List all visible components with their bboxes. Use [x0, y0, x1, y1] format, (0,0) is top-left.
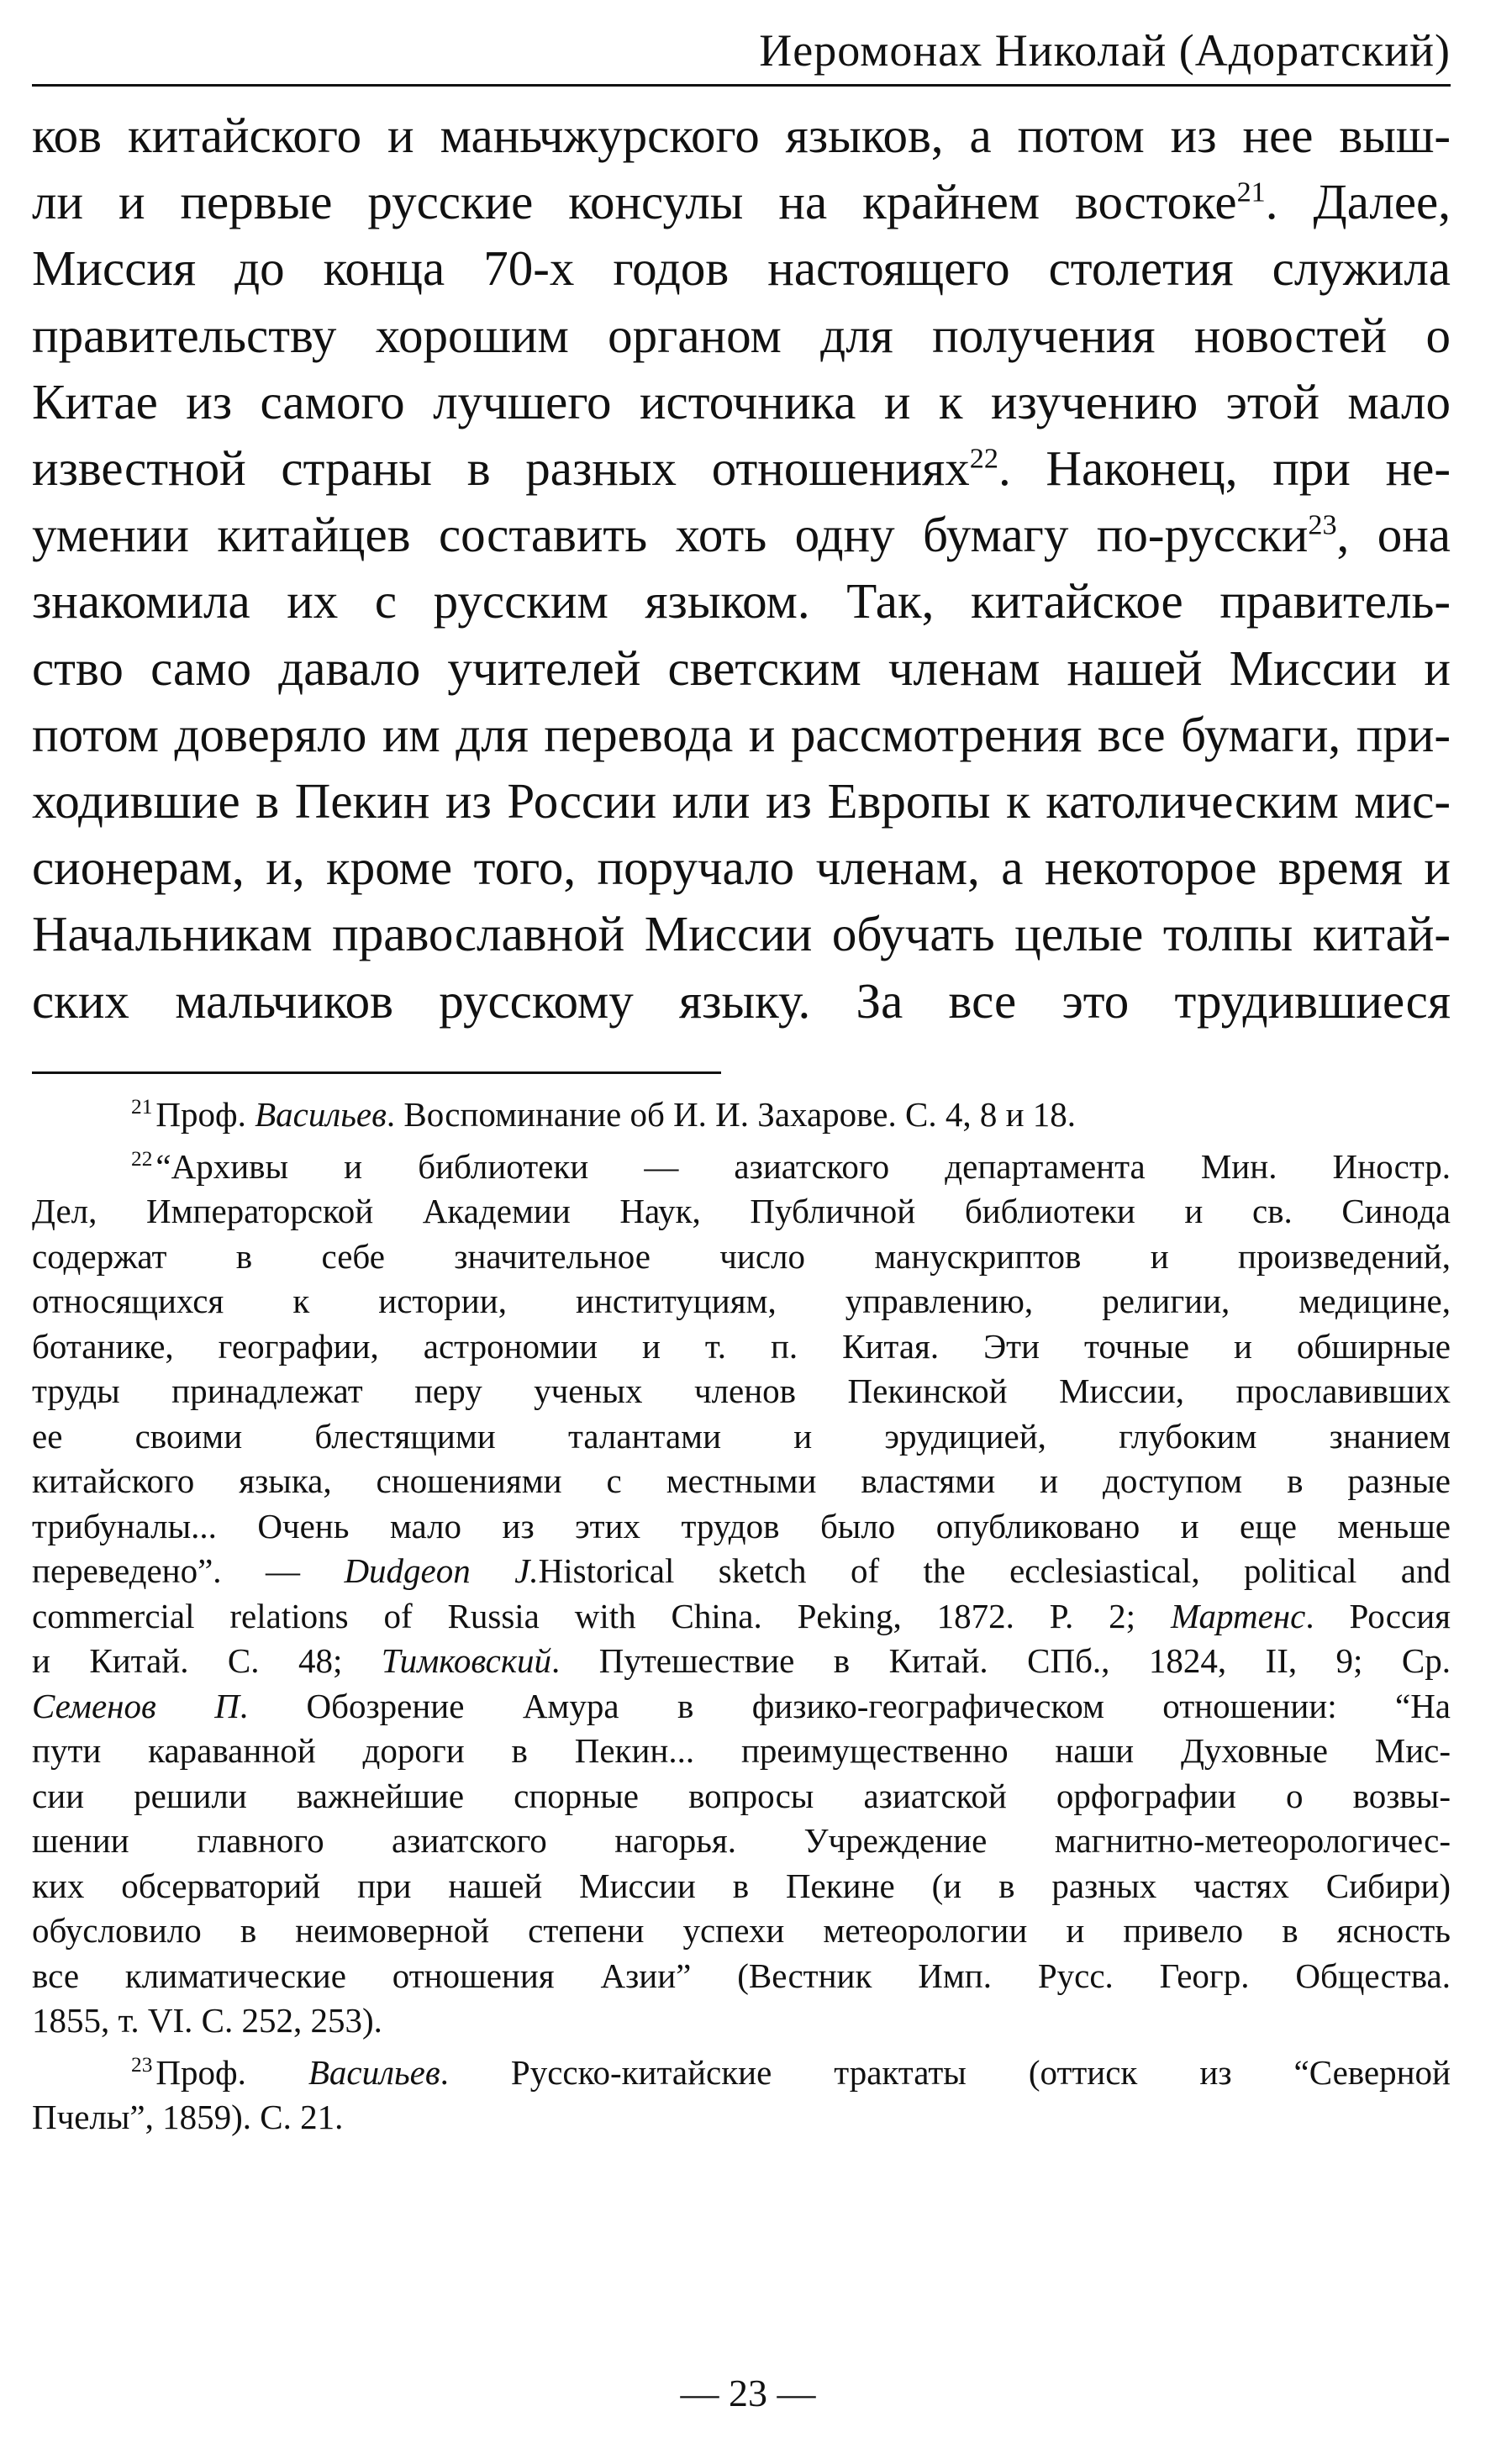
text-fragment: . Россия — [1305, 1596, 1451, 1635]
footnote-22-line: относящихся к истории, институциям, управлению, религии, медицине, — [32, 1282, 1451, 1320]
footnote-22-line: ких обсерваторий при нашей Миссии в Пекине (и в разных частях Сибири) — [32, 1866, 1451, 1905]
text-line: ков китайского и маньчжурского языков, а потом из нее выш- — [32, 108, 1451, 163]
text-fragment: Проф. — [155, 1095, 255, 1134]
footnote-ref[interactable]: 22 — [969, 443, 998, 475]
author-name: Мартенс — [1170, 1596, 1306, 1635]
text-line: Начальникам православной Миссии обучать целые толпы китай- — [32, 906, 1451, 962]
text-fragment: . Наконец, при не- — [998, 440, 1451, 497]
footnote-22-line — [32, 1549, 1451, 1594]
text-fragment: переведено”. — — [32, 1551, 345, 1590]
footnote-gap — [32, 1138, 1451, 1145]
text-fragment: “Архивы и библиотеки — азиатского департамента Мин. Иностр. — [155, 1146, 1451, 1186]
text-line — [32, 502, 1451, 568]
footnote-23-line: Пчелы”, 1859). С. 21. — [32, 2098, 344, 2136]
footnote-23-line — [32, 2051, 1451, 2096]
text-line: правительству хорошим органом для получения новостей о — [32, 307, 1451, 363]
header-rule — [32, 84, 1451, 87]
author-name: Васильев — [308, 2052, 440, 2092]
text-fragment: ли и первые русские консулы на крайнем востоке — [32, 174, 1237, 230]
footnote-number: 22 — [131, 1146, 153, 1171]
footnote-22-line: шении главного азиатского нагорья. Учреждение магнитно-метеорологичес- — [32, 1821, 1451, 1860]
text-line: ходившие в Пекин из России или из Европы к католическим мис- — [32, 773, 1451, 829]
text-fragment: . Далее, — [1265, 174, 1451, 230]
footnote-22-line — [32, 1145, 1451, 1190]
text-line: ство само давало учителей светским членам нашей Миссии и — [32, 640, 1451, 696]
text-line: сионерам, и, кроме того, поручало членам, а некоторое время и — [32, 840, 1451, 896]
footnote-22-line: ботанике, географии, астрономии и т. п. Китая. Эти точные и обширные — [32, 1326, 1451, 1366]
footnote-number: 21 — [131, 1095, 153, 1119]
text-fragment: умении китайцев составить хоть одну бумагу по-русски — [32, 507, 1309, 563]
text-fragment: Historical sketch of the ecclesiastical, political and — [538, 1551, 1451, 1590]
footnote-ref[interactable]: 23 — [1308, 509, 1337, 541]
text-fragment: известной страны в разных отношениях — [32, 440, 970, 497]
text-fragment: . Обозрение Амура в физико-географическом отношении: “На — [239, 1686, 1451, 1725]
text-fragment: и Китай. С. 48; — [32, 1641, 382, 1680]
text-fragment: Проф. — [155, 2052, 308, 2092]
footnote-22-line: трибуналы... Очень мало из этих трудов было опубликовано и еще меньше — [32, 1506, 1451, 1545]
footnote-22-line — [32, 1684, 1451, 1730]
footnote-22-line: обусловило в неимоверной степени успехи метеорологии и привело в ясность — [32, 1911, 1451, 1950]
author-name: Dudgeon J. — [344, 1551, 539, 1590]
text-line: ских мальчиков русскому языку. За все это трудившиеся — [32, 972, 1451, 1029]
author-name: Тимковский — [381, 1641, 552, 1680]
text-line: Китае из самого лучшего источника и к изучению этой мало — [32, 373, 1451, 429]
footnote-rule — [32, 1071, 721, 1074]
page-number: — 23 — — [680, 2372, 816, 2414]
footnotes — [32, 1092, 1451, 2140]
text-line: потом доверяло им для перевода и рассмотрения все бумаги, при- — [32, 706, 1451, 762]
text-fragment: , она — [1336, 507, 1451, 563]
footnote-number: 23 — [131, 2052, 153, 2077]
footnote-22-line: сии решили важнейшие спорные вопросы азиатской орфографии о возвы- — [32, 1776, 1451, 1815]
footnote-22-line: труды принадлежат перу ученых членов Пекинской Миссии, прославивших — [32, 1372, 1451, 1410]
footnote-22-line: Дел, Императорской Академии Наук, Публичной библиотеки и св. Синода — [32, 1192, 1451, 1230]
text-line: Миссия до конца 70-х годов настоящего столетия служила — [32, 240, 1451, 297]
author-name: Васильев — [255, 1095, 387, 1134]
footnote-ref[interactable]: 21 — [1236, 176, 1266, 208]
text-line — [32, 169, 1451, 235]
author-name: Семенов П — [32, 1686, 240, 1725]
footnote-22-line: содержат в себе значительное число манускриптов и произведений, — [32, 1236, 1451, 1276]
main-text — [32, 103, 1451, 1035]
footnote-22-line — [32, 1639, 1451, 1684]
footnote-21 — [32, 1092, 1451, 1138]
text-fragment: . Воспоминание об И. И. Захарове. С. 4, 8 и 18. — [386, 1095, 1077, 1134]
running-head: Иеромонах Николай (Адоратский) — [759, 25, 1451, 76]
text-fragment: . Русско-китайские трактаты (оттиск из “Северной — [440, 2052, 1451, 2092]
footnote-22-line: ее своими блестящими талантами и эрудицией, глубоким знанием — [32, 1416, 1451, 1456]
text-fragment: commercial relations of Russia with China. Peking, 1872. P. 2; — [32, 1596, 1171, 1635]
footnote-22-line: 1855, т. VI. С. 252, 253). — [32, 2001, 382, 2040]
text-line: знакомила их с русским языком. Так, китайское правитель- — [32, 573, 1451, 629]
footnote-22-line: пути караванной дороги в Пекин... преимущественно наши Духовные Мис- — [32, 1731, 1451, 1770]
footnote-22-line: китайского языка, сношениями с местными властями и доступом в разные — [32, 1461, 1451, 1500]
footnote-gap — [32, 2044, 1451, 2051]
text-line — [32, 435, 1451, 502]
text-fragment: . Путешествие в Китай. СПб., 1824, II, 9; Ср. — [551, 1641, 1451, 1680]
footnote-22-line — [32, 1594, 1451, 1640]
footnote-22-line: все климатические отношения Азии” (Вестник Имп. Русс. Геогр. Общества. — [32, 1956, 1451, 1995]
